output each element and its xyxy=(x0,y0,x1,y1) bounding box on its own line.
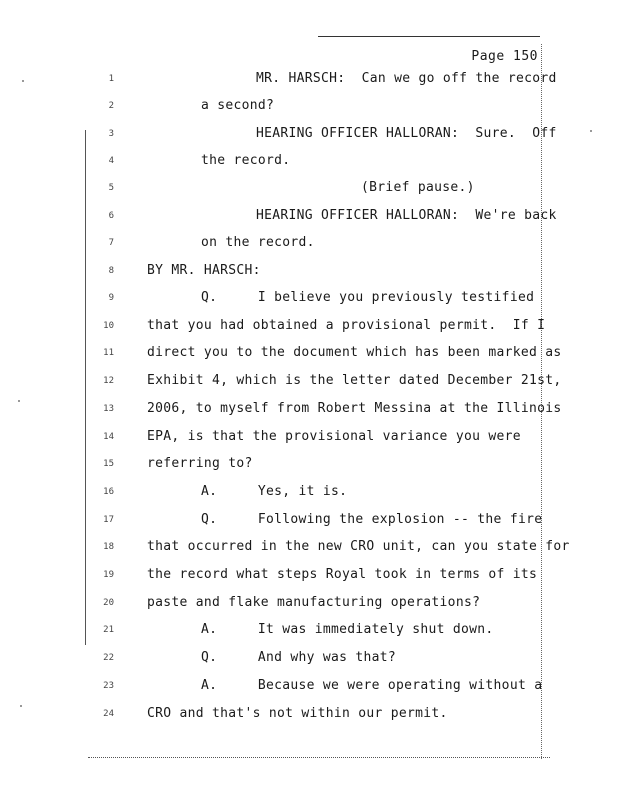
top-rule xyxy=(318,36,540,37)
line-number: 10 xyxy=(103,321,114,331)
line-number: 21 xyxy=(103,625,114,635)
bottom-rule xyxy=(88,757,550,758)
line-number: 8 xyxy=(108,266,114,276)
line-text: 2006, to myself from Robert Messina at the Illinois xyxy=(147,401,562,416)
line-text: BY MR. HARSCH: xyxy=(147,263,261,278)
line-text: A. It was immediately shut down. xyxy=(201,622,494,637)
line-number: 17 xyxy=(103,515,114,525)
line-number: 6 xyxy=(108,211,114,221)
transcript-line xyxy=(0,262,560,280)
transcript-line xyxy=(0,152,560,170)
transcript-line xyxy=(0,234,560,252)
line-number: 1 xyxy=(108,74,114,84)
line-text: Q. And why was that? xyxy=(201,650,397,665)
transcript-line xyxy=(0,125,560,143)
line-number: 23 xyxy=(103,681,114,691)
transcript-line xyxy=(0,344,560,362)
transcript-line xyxy=(0,705,560,723)
line-number: 20 xyxy=(103,598,114,608)
line-text: the record. xyxy=(201,153,291,168)
transcript-line xyxy=(0,428,560,446)
transcript-line xyxy=(0,511,560,529)
line-number: 4 xyxy=(108,156,114,166)
transcript-line xyxy=(0,621,560,639)
line-text: a second? xyxy=(201,98,275,113)
transcript-line xyxy=(0,400,560,418)
line-text: referring to? xyxy=(147,456,253,471)
transcript-line xyxy=(0,372,560,390)
line-number: 19 xyxy=(103,570,114,580)
scan-speck xyxy=(18,400,20,402)
line-text: A. Yes, it is. xyxy=(201,484,348,499)
transcript-line xyxy=(0,594,560,612)
line-text: Q. Following the explosion -- the fire xyxy=(201,512,543,527)
transcript-line xyxy=(0,289,560,307)
line-number: 7 xyxy=(108,238,114,248)
transcript-line xyxy=(0,649,560,667)
transcript-line xyxy=(0,97,560,115)
line-number: 24 xyxy=(103,709,114,719)
line-number: 15 xyxy=(103,459,114,469)
line-number: 18 xyxy=(103,542,114,552)
transcript-line xyxy=(0,566,560,584)
line-number: 3 xyxy=(108,129,114,139)
transcript-line xyxy=(0,179,560,197)
line-text: on the record. xyxy=(201,235,315,250)
line-number: 14 xyxy=(103,432,114,442)
line-text: that you had obtained a provisional permit. If I xyxy=(147,318,546,333)
line-number: 16 xyxy=(103,487,114,497)
line-text: paste and flake manufacturing operations? xyxy=(147,595,481,610)
line-text: Exhibit 4, which is the letter dated December 21st, xyxy=(147,373,562,388)
line-number: 11 xyxy=(103,348,114,358)
line-number: 12 xyxy=(103,376,114,386)
transcript-line xyxy=(0,317,560,335)
line-number: 2 xyxy=(108,101,114,111)
scan-speck xyxy=(22,80,24,82)
line-number: 5 xyxy=(108,183,114,193)
line-text: HEARING OFFICER HALLORAN: Sure. Off xyxy=(256,126,557,141)
line-text: the record what steps Royal took in terms of its xyxy=(147,567,538,582)
line-number: 22 xyxy=(103,653,114,663)
transcript-line xyxy=(0,455,560,473)
line-number: 9 xyxy=(108,293,114,303)
transcript-line xyxy=(0,207,560,225)
transcript-line xyxy=(0,538,570,556)
page-number: Page 150 xyxy=(471,49,538,64)
scan-speck xyxy=(20,705,22,707)
transcript-line xyxy=(0,483,560,501)
line-text: (Brief pause.) xyxy=(361,180,475,195)
transcript-line xyxy=(0,677,560,695)
line-text: MR. HARSCH: Can we go off the record xyxy=(256,71,557,86)
line-text: A. Because we were operating without a xyxy=(201,678,543,693)
line-number: 13 xyxy=(103,404,114,414)
line-text: Q. I believe you previously testified xyxy=(201,290,535,305)
line-text: EPA, is that the provisional variance you were xyxy=(147,429,521,444)
line-text: HEARING OFFICER HALLORAN: We're back xyxy=(256,208,557,223)
line-text: CRO and that's not within our permit. xyxy=(147,706,448,721)
line-text: direct you to the document which has been marked as xyxy=(147,345,562,360)
transcript-line xyxy=(0,70,560,88)
line-text: that occurred in the new CRO unit, can you state for xyxy=(147,539,570,554)
scan-speck xyxy=(590,130,592,132)
